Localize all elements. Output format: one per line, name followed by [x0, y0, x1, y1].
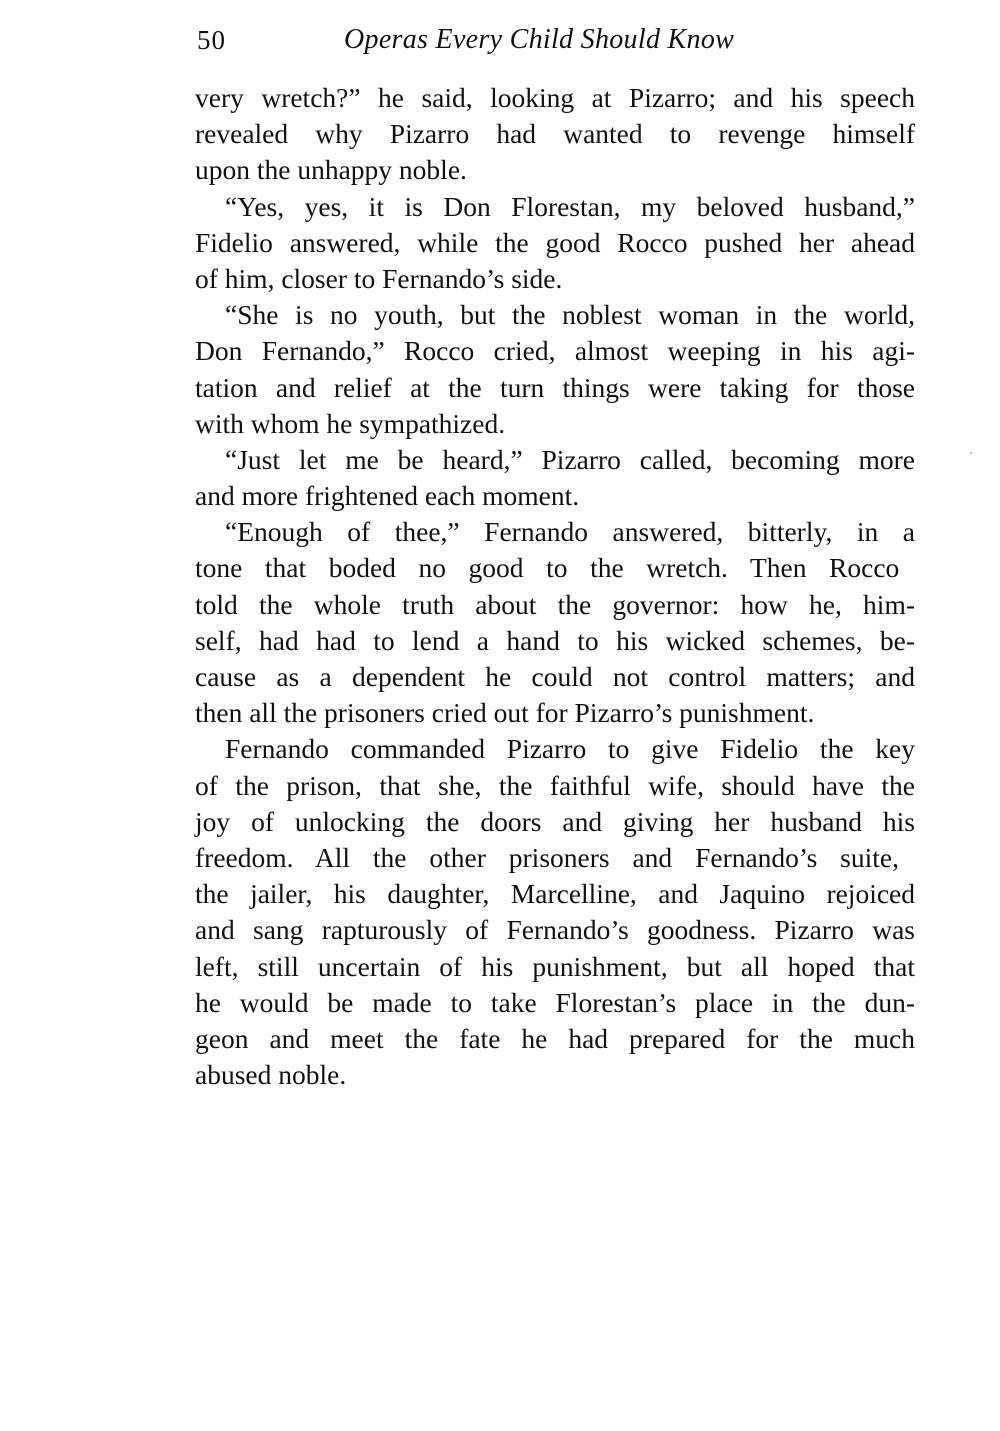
text-line: then all the prisoners cried out for Pizarro’s punishment. [195, 697, 815, 729]
text-line: very wretch?” he said, looking at Pizarro; and his speech [195, 82, 915, 113]
text-line: cause as a dependent he could not control matters; and [195, 661, 915, 692]
running-title: Operas Every Child Should Know [344, 24, 735, 55]
text-line: with whom he sympathized. [195, 407, 506, 439]
text-line: “Enough of thee,” Fernando answered, bitterly, in a [225, 516, 915, 548]
text-line: tone that boded no good to the wretch. Then Rocco [195, 552, 900, 584]
body-text [195, 80, 915, 1093]
text-line: geon and meet the fate he had prepared for the much [195, 1022, 915, 1054]
text-line: Fidelio answered, while the good Rocco pushed her ahead [195, 226, 915, 258]
text-line: and sang rapturously of Fernando’s goodness. Pizarro was [195, 914, 915, 946]
paragraph [195, 514, 915, 731]
text-line: upon the unhappy noble. [195, 154, 467, 186]
text-line: the jailer, his daughter, Marcelline, and Jaquino rejoiced [195, 878, 915, 910]
paragraph [195, 442, 915, 514]
text-line: left, still uncertain of his punishment, but all hoped that [195, 950, 915, 982]
text-line: and more frightened each moment. [195, 480, 580, 512]
text-line: he would be made to take Florestan’s place in the dun- [195, 986, 915, 1018]
text-line: “Yes, yes, it is Don Florestan, my beloved husband,” [225, 190, 915, 222]
text-line: Don Fernando,” Rocco cried, almost weeping in his agi- [195, 335, 915, 367]
text-line: of him, closer to Fernando’s side. [195, 262, 563, 294]
paragraph [195, 189, 915, 298]
text-line: Fernando commanded Pizarro to give Fidelio the key [225, 733, 915, 765]
text-line: freedom. All the other prisoners and Fernando’s suite, [195, 841, 899, 873]
paragraph [195, 80, 915, 189]
text-line: “Just let me be heard,” Pizarro called, becoming more [225, 443, 915, 475]
page-number: 50 [197, 25, 226, 55]
text-line: of the prison, that she, the faithful wife, should have the [195, 769, 915, 801]
text-line: joy of unlocking the doors and giving her husband his [195, 805, 915, 837]
text-line: self, had had to lend a hand to his wicked schemes, be- [195, 624, 915, 656]
running-head [197, 22, 917, 58]
paragraph [195, 731, 915, 1093]
scan-speck [970, 452, 972, 454]
text-line: revealed why Pizarro had wanted to revenge himself [195, 118, 915, 150]
text-line: abused noble. [195, 1059, 347, 1091]
paragraph [195, 297, 915, 442]
text-line: tation and relief at the turn things were taking for those [195, 371, 916, 403]
text-line: told the whole truth about the governor: how he, him- [195, 588, 915, 620]
text-line: “She is no youth, but the noblest woman in the world, [225, 299, 915, 331]
